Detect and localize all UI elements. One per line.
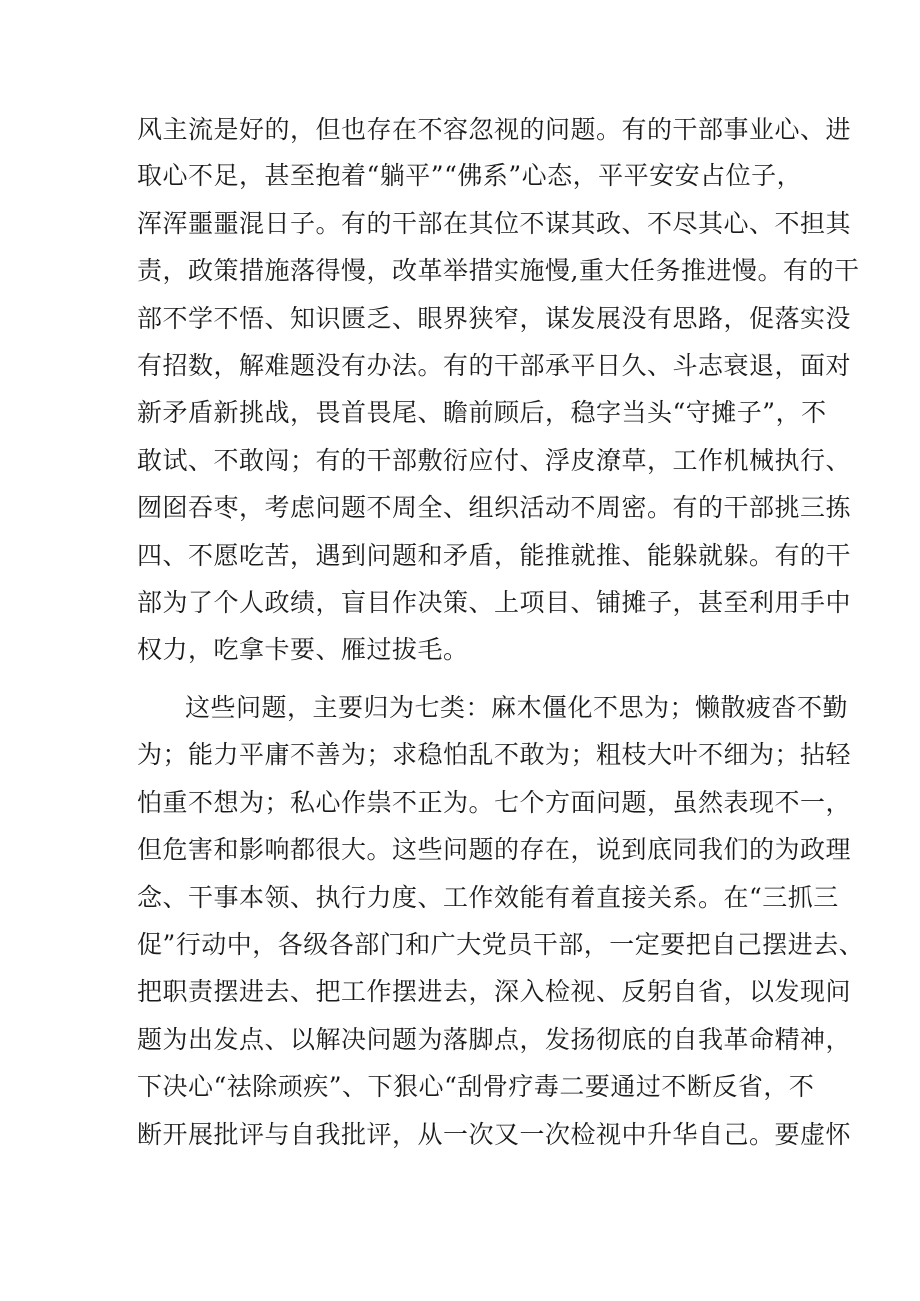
paragraph-2-line-6: 促”行动中，各级各部门和广大党员干部，一定要把自己摆进去、 <box>137 930 865 959</box>
paragraph-1-line-9: 囫囵吞枣，考虑问题不周全、组织活动不周密。有的干部挑三拣 <box>137 493 852 522</box>
paragraph-2-line-5: 念、干事本领、执行力度、工作效能有着直接关系。在“三抓三 <box>137 883 839 912</box>
paragraph-2-line-1: 这些问题，主要归为七类：麻木僵化不思为；懒散疲沓不勤 <box>185 693 849 722</box>
paragraph-1-line-2: 取心不足，甚至抱着“躺平”“佛系”心态，平平安安占位子， <box>137 161 803 190</box>
paragraph-2-line-8: 题为出发点、以解决问题为落脚点，发扬彻底的自我革命精神， <box>137 1025 852 1054</box>
paragraph-1-line-7: 新矛盾新挑战，畏首畏尾、瞻前顾后，稳字当头“守摊子”，不 <box>137 398 827 427</box>
paragraph-1-line-1: 风主流是好的，但也存在不容忽视的问题。有的干部事业心、进 <box>137 115 852 144</box>
paragraph-1-line-5: 部不学不悟、知识匮乏、眼界狭窄，谋发展没有思路，促落实没 <box>137 304 852 333</box>
paragraph-2-line-10: 断开展批评与自我批评，从一次又一次检视中升华自己。要虚怀 <box>137 1120 852 1149</box>
paragraph-1-line-3: 浑浑噩噩混日子。有的干部在其位不谋其政、不尽其心、不担其 <box>137 209 852 238</box>
paragraph-2-line-7: 把职责摆进去、把工作摆进去，深入检视、反躬自省，以发现问 <box>137 977 852 1006</box>
paragraph-1-line-6: 有招数，解难题没有办法。有的干部承平日久、斗志衰退，面对 <box>137 351 852 380</box>
paragraph-2-line-9: 下决心“祛除顽疾”、下狠心“刮骨疗毒二要通过不断反省，不 <box>137 1072 815 1101</box>
paragraph-1-line-12: 权力，吃拿卡要、雁过拔毛。 <box>137 635 469 664</box>
paragraph-2-line-3: 怕重不想为；私心作祟不正为。七个方面问题，虽然表现不一， <box>137 788 852 817</box>
paragraph-1-line-4: 责，政策措施落得慢，改革举措实施慢,重大任务推进慢。有的干 <box>137 256 860 285</box>
paragraph-2-line-2: 为；能力平庸不善为；求稳怕乱不敢为；粗枝大叶不细为；拈轻 <box>137 740 852 769</box>
paragraph-1-line-10: 四、不愿吃苦，遇到问题和矛盾，能推就推、能躲就躲。有的干 <box>137 541 852 570</box>
paragraph-2-line-4: 但危害和影响都很大。这些问题的存在，说到底同我们的为政理 <box>137 835 852 864</box>
paragraph-1-line-11: 部为了个人政绩，盲目作决策、上项目、铺摊子，甚至利用手中 <box>137 588 852 617</box>
paragraph-1-line-8: 敢试、不敢闯；有的干部敷衍应付、浮皮潦草，工作机械执行、 <box>137 446 852 475</box>
